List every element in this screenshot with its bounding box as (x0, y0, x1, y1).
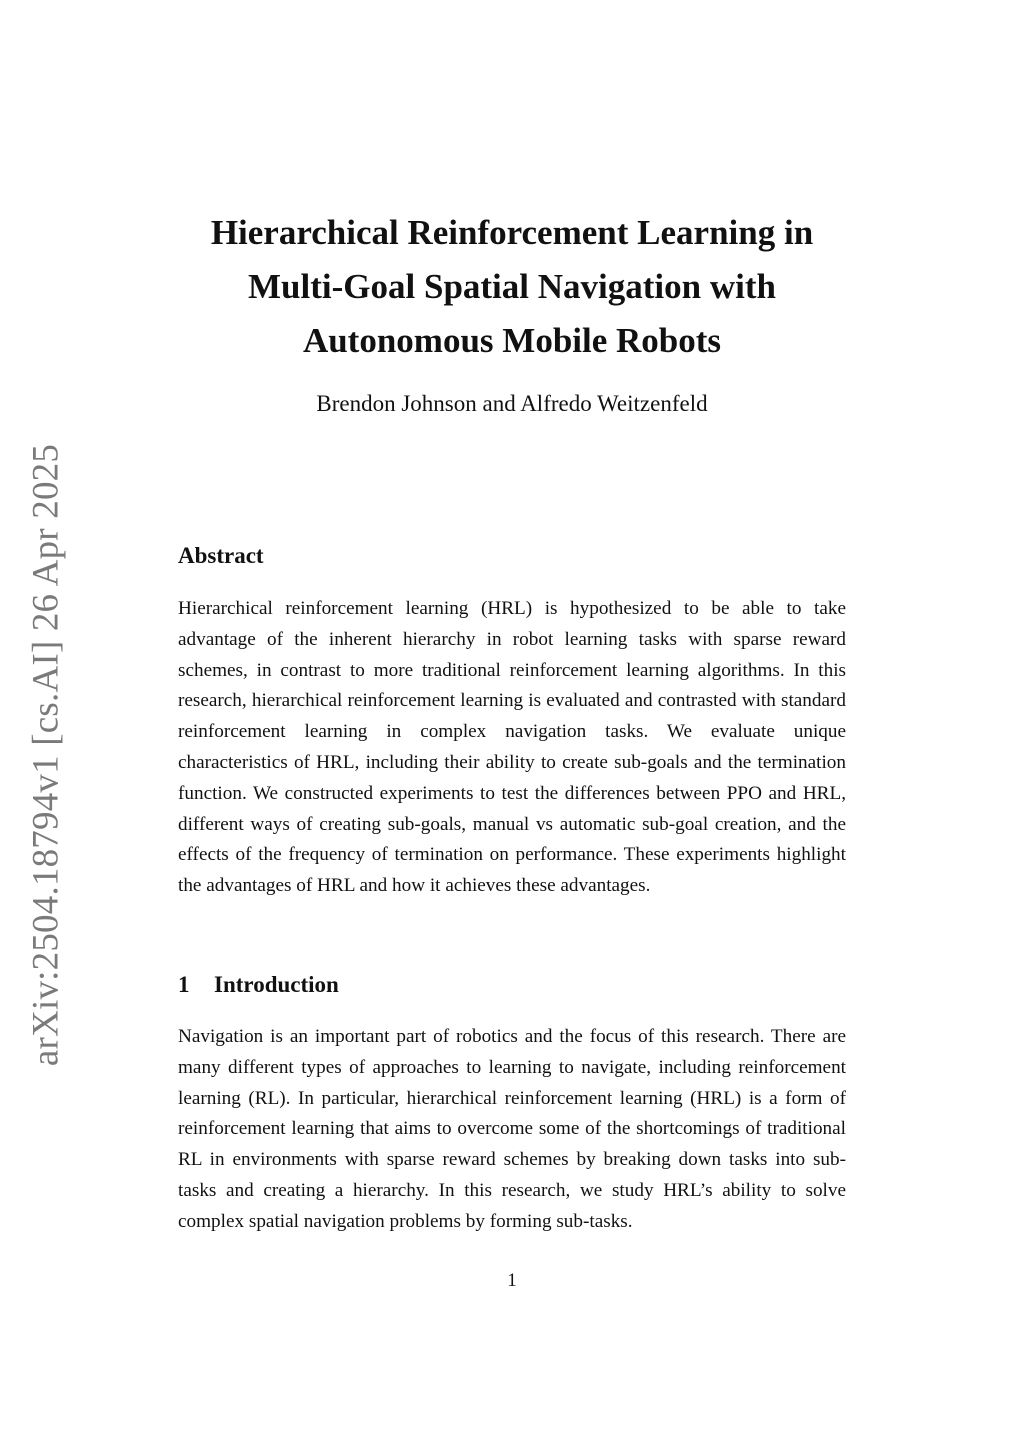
title-line-2: Multi-Goal Spatial Navigation with (248, 267, 776, 306)
paper-title (178, 206, 846, 368)
page-number: 1 (507, 1270, 517, 1291)
arxiv-identifier-stamp: arXiv:2504.18794v1 [cs.AI] 26 Apr 2025 (25, 443, 67, 1067)
title-line-1: Hierarchical Reinforcement Learning in (210, 213, 814, 252)
abstract-text: Hierarchical reinforcement learning (HRL) is hypothesized to be able to take advantage of the inherent hierarchy in robot learning tasks with sparse reward schemes, in contrast to more traditional reinforcement learning algorithms. In this research, hierarchical reinforcement learning is evaluated and contrasted with standard reinforcement learning in complex navigation tasks. We evaluate unique characteristics of HRL, including their ability to create sub-goals and the termination function. We constructed experiments to test the differences between PPO and HRL, different ways of creating sub-goals, manual vs automatic sub-goal creation, and the effects of the frequency of termination on performance. These experiments highlight the advantages of HRL and how it achieves these advantages. (178, 598, 846, 897)
author-list: Brendon Johnson and Alfredo Weitzenfeld (316, 391, 708, 416)
introduction-text: Navigation is an important part of robotics and the focus of this research. There are many different types of approaches to learning to navigate, including reinforcement learning (RL). In particular, hierarchical reinforcement learning (HRL) is a form of reinforcement learning that aims to overcome some of the shortcomings of traditional RL in environments with sparse reward schemes by breaking down tasks into sub-tasks and creating a hierarchy. In this research, we study HRL’s ability to solve complex spatial navigation problems by forming sub-tasks. (178, 1026, 846, 1232)
abstract-heading: Abstract (178, 543, 264, 568)
section-title: Introduction (214, 972, 339, 997)
section-heading-introduction (178, 969, 339, 1001)
title-line-3: Autonomous Mobile Robots (302, 321, 722, 360)
section-number: 1 (178, 972, 190, 997)
